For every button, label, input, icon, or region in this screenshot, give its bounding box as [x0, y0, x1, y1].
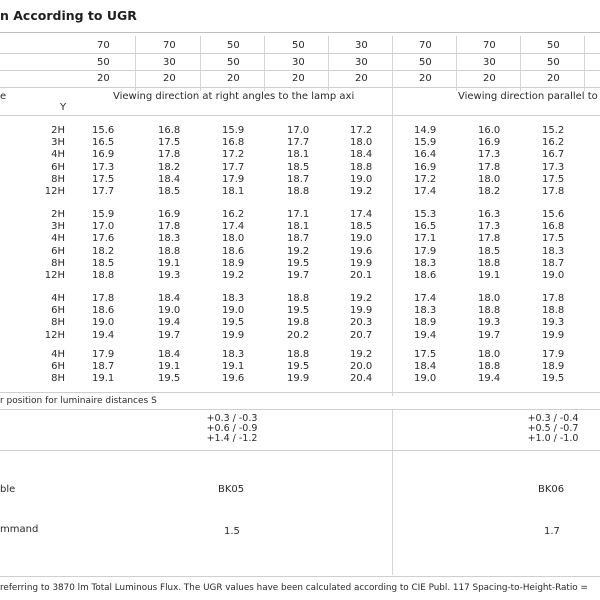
ugr-value-cell: 18.8 — [478, 305, 501, 317]
ugr-value-cell: 19.0 — [92, 317, 115, 329]
correction-divider — [0, 450, 600, 451]
standard-table-label: ble — [0, 484, 16, 495]
ugr-value-cell: 17.8 — [158, 149, 181, 161]
ugr-value-cell: 16.8 — [158, 125, 181, 136]
row-label: 12H — [44, 270, 65, 281]
header-cell: 30 — [355, 40, 368, 51]
header-cell: 70 — [97, 40, 110, 51]
ugr-value-cell: 18.3 — [542, 245, 565, 257]
ugr-value-cell: 19.9 — [350, 257, 373, 269]
ugr-value-cell: 19.1 — [158, 257, 181, 269]
ugr-value-cell: 18.2 — [478, 186, 501, 197]
correction-left-2: +0.6 / -0.9 — [206, 423, 258, 434]
viewing-direction-parallel: Viewing direction parallel to — [458, 91, 598, 102]
row-label: 4H — [51, 349, 65, 360]
ugr-value-cell: 19.5 — [287, 361, 310, 373]
ugr-value-cell: 18.8 — [478, 257, 501, 269]
ugr-value-cell: 20.7 — [350, 329, 373, 341]
ugr-value-cell: 19.0 — [350, 233, 373, 245]
row-label: 4H — [51, 149, 65, 161]
col-divider — [328, 36, 329, 91]
ugr-value-cell: 19.5 — [542, 373, 565, 385]
ugr-value-cell: 18.9 — [542, 361, 565, 373]
ugr-value-cell: 18.3 — [222, 293, 245, 304]
ugr-value-cell: 18.6 — [92, 305, 115, 317]
col-divider — [456, 36, 457, 91]
ugr-value-cell: 18.5 — [158, 186, 181, 197]
ugr-value-cell: 18.3 — [222, 349, 245, 360]
ugr-value-cell: 17.6 — [92, 233, 115, 245]
room-dim-label: e — [0, 91, 7, 102]
header-cell: 70 — [163, 40, 176, 51]
header-cell: 30 — [292, 57, 305, 68]
row-label: 12H — [44, 329, 65, 341]
ugr-value-cell: 16.8 — [222, 137, 245, 149]
ugr-value-cell: 18.0 — [222, 233, 245, 245]
ugr-value-cell: 18.1 — [287, 221, 310, 233]
room-y-label: Y — [60, 102, 67, 113]
header-cell: 70 — [483, 40, 496, 51]
ugr-value-cell: 17.8 — [542, 293, 565, 304]
ugr-value-cell: 16.5 — [414, 221, 437, 233]
ugr-value-cell: 18.6 — [222, 245, 245, 257]
ugr-value-cell: 18.5 — [478, 245, 501, 257]
ugr-value-cell: 19.2 — [350, 293, 373, 304]
ugr-value-cell: 18.1 — [222, 186, 245, 197]
ugr-value-cell: 15.6 — [542, 209, 565, 220]
header-cell: 50 — [547, 57, 560, 68]
ugr-value-cell: 15.9 — [222, 125, 245, 136]
ugr-value-cell: 18.0 — [478, 173, 501, 185]
row-label: 6H — [51, 161, 65, 173]
ugr-value-cell: 18.9 — [414, 317, 437, 329]
ugr-value-cell: 18.8 — [542, 305, 565, 317]
header-cell: 20 — [355, 73, 368, 84]
ugr-value-cell: 16.3 — [478, 209, 501, 220]
ugr-value-cell: 17.3 — [478, 221, 501, 233]
row-label: 3H — [51, 221, 65, 233]
ugr-value-cell: 16.2 — [542, 137, 565, 149]
ugr-value-cell: 19.9 — [287, 373, 310, 385]
ugr-value-cell: 14.9 — [414, 125, 437, 136]
ugr-value-cell: 16.2 — [222, 209, 245, 220]
col-divider — [200, 36, 201, 91]
ugr-value-cell: 18.1 — [287, 149, 310, 161]
row-label: 12H — [44, 186, 65, 197]
ugr-value-cell: 15.6 — [92, 125, 115, 136]
ugr-value-cell: 18.0 — [478, 293, 501, 304]
ugr-value-cell: 18.2 — [92, 245, 115, 257]
ugr-value-cell: 16.4 — [414, 149, 437, 161]
ugr-value-cell: 15.9 — [92, 209, 115, 220]
ugr-value-cell: 19.5 — [287, 305, 310, 317]
section-divider — [392, 36, 393, 396]
header-cell: 20 — [163, 73, 176, 84]
ugr-value-cell: 19.0 — [222, 305, 245, 317]
footer-note: referring to 3870 lm Total Luminous Flux. The UGR values have been calculated according to CIE Publ. 117 Spacing-to-Height-Ratio = — [0, 583, 588, 593]
ugr-value-cell: 17.9 — [542, 349, 565, 360]
row-label: 4H — [51, 293, 65, 304]
ugr-value-cell: 18.7 — [92, 361, 115, 373]
variation-note: r position for luminaire distances S — [0, 396, 157, 406]
ugr-value-cell: 19.1 — [222, 361, 245, 373]
ugr-value-cell: 18.8 — [287, 186, 310, 197]
header-cell: 50 — [97, 57, 110, 68]
ugr-value-cell: 19.4 — [414, 329, 437, 341]
row-label: 3H — [51, 137, 65, 149]
ugr-value-cell: 19.5 — [287, 257, 310, 269]
page-title: n According to UGR — [0, 8, 137, 23]
header-cell: 20 — [227, 73, 240, 84]
ugr-value-cell: 17.7 — [92, 186, 115, 197]
ugr-value-cell: 19.7 — [287, 270, 310, 281]
ugr-value-cell: 19.1 — [92, 373, 115, 385]
ugr-value-cell: 18.4 — [350, 149, 373, 161]
ugr-value-cell: 19.5 — [158, 373, 181, 385]
ugr-value-cell: 17.8 — [542, 186, 565, 197]
ugr-value-cell: 17.9 — [92, 349, 115, 360]
ugr-value-cell: 17.5 — [158, 137, 181, 149]
row-label: 6H — [51, 305, 65, 317]
ugr-value-cell: 20.0 — [350, 361, 373, 373]
ugr-value-cell: 18.8 — [287, 293, 310, 304]
ugr-value-cell: 17.8 — [158, 221, 181, 233]
correction-right-1: +0.3 / -0.4 — [527, 413, 579, 424]
table-bottom-divider — [0, 392, 600, 393]
ugr-value-cell: 18.7 — [287, 233, 310, 245]
ugr-value-cell: 20.3 — [350, 317, 373, 329]
row-label: 6H — [51, 361, 65, 373]
ugr-value-cell: 18.8 — [287, 349, 310, 360]
ugr-value-cell: 17.7 — [222, 161, 245, 173]
row-label: 8H — [51, 373, 65, 385]
ugr-value-cell: 18.8 — [158, 245, 181, 257]
ugr-value-cell: 19.8 — [287, 317, 310, 329]
summand-right: 1.7 — [544, 526, 560, 537]
ugr-value-cell: 17.3 — [478, 149, 501, 161]
ugr-value-cell: 18.2 — [158, 161, 181, 173]
ugr-value-cell: 19.5 — [222, 317, 245, 329]
viewing-direction-right-angles: Viewing direction at right angles to the lamp axi — [113, 91, 355, 102]
header-cell: 30 — [483, 57, 496, 68]
title-divider — [0, 32, 600, 33]
viewing-divider — [0, 115, 600, 116]
ugr-value-cell: 16.9 — [478, 137, 501, 149]
ugr-value-cell: 19.4 — [158, 317, 181, 329]
ugr-value-cell: 16.9 — [414, 161, 437, 173]
ugr-value-cell: 19.0 — [414, 373, 437, 385]
header-divider — [0, 53, 600, 54]
ugr-value-cell: 19.0 — [158, 305, 181, 317]
correction-right-2: +0.5 / -0.7 — [527, 423, 579, 434]
col-divider — [584, 36, 585, 91]
ugr-value-cell: 19.1 — [158, 361, 181, 373]
ugr-value-cell: 19.0 — [542, 270, 565, 281]
header-cell: 20 — [97, 73, 110, 84]
ugr-value-cell: 16.5 — [92, 137, 115, 149]
standard-table-left: BK05 — [218, 484, 245, 495]
ugr-value-cell: 17.5 — [414, 349, 437, 360]
header-cell: 50 — [419, 57, 432, 68]
ugr-value-cell: 19.6 — [222, 373, 245, 385]
header-cell: 50 — [227, 40, 240, 51]
ugr-value-cell: 18.5 — [287, 161, 310, 173]
ugr-value-cell: 19.9 — [222, 329, 245, 341]
col-divider — [264, 36, 265, 91]
ugr-value-cell: 19.2 — [350, 186, 373, 197]
header-cell: 50 — [292, 40, 305, 51]
ugr-value-cell: 16.8 — [542, 221, 565, 233]
ugr-value-cell: 17.2 — [414, 173, 437, 185]
header-cell: 50 — [547, 40, 560, 51]
ugr-value-cell: 17.5 — [542, 233, 565, 245]
ugr-value-cell: 18.0 — [350, 137, 373, 149]
ugr-value-cell: 17.9 — [222, 173, 245, 185]
row-label: 2H — [51, 209, 65, 220]
footer-divider — [0, 576, 600, 577]
correction-left-3: +1.4 / -1.2 — [206, 433, 258, 444]
ugr-value-cell: 17.4 — [222, 221, 245, 233]
standard-table-right: BK06 — [538, 484, 565, 495]
ugr-value-cell: 18.7 — [542, 257, 565, 269]
ugr-value-cell: 18.7 — [287, 173, 310, 185]
ugr-value-cell: 18.9 — [222, 257, 245, 269]
correction-right — [513, 414, 593, 444]
ugr-value-cell: 18.5 — [350, 221, 373, 233]
ugr-value-cell: 19.7 — [158, 329, 181, 341]
ugr-value-cell: 17.1 — [414, 233, 437, 245]
ugr-value-cell: 18.8 — [350, 161, 373, 173]
header-cell: 50 — [227, 57, 240, 68]
ugr-value-cell: 15.2 — [542, 125, 565, 136]
header-divider — [0, 70, 600, 71]
ugr-value-cell: 19.3 — [542, 317, 565, 329]
ugr-value-cell: 17.0 — [287, 125, 310, 136]
ugr-value-cell: 19.2 — [350, 349, 373, 360]
ugr-value-cell: 16.0 — [478, 125, 501, 136]
ugr-value-cell: 18.3 — [414, 257, 437, 269]
summand-left: 1.5 — [224, 526, 240, 537]
ugr-value-cell: 17.4 — [414, 186, 437, 197]
ugr-value-cell: 20.2 — [287, 329, 310, 341]
ugr-value-cell: 17.4 — [414, 293, 437, 304]
ugr-value-cell: 17.3 — [542, 161, 565, 173]
col-divider — [520, 36, 521, 91]
row-label: 4H — [51, 233, 65, 245]
ugr-value-cell: 19.9 — [350, 305, 373, 317]
ugr-value-cell: 19.6 — [350, 245, 373, 257]
ugr-value-cell: 18.3 — [414, 305, 437, 317]
ugr-value-cell: 16.9 — [158, 209, 181, 220]
ugr-value-cell: 17.0 — [92, 221, 115, 233]
ugr-value-cell: 19.0 — [350, 173, 373, 185]
col-divider — [135, 36, 136, 91]
ugr-value-cell: 17.1 — [287, 209, 310, 220]
ugr-value-cell: 17.3 — [92, 161, 115, 173]
row-label: 8H — [51, 173, 65, 185]
ugr-value-cell: 19.4 — [92, 329, 115, 341]
row-label: 8H — [51, 317, 65, 329]
ugr-value-cell: 15.9 — [414, 137, 437, 149]
ugr-value-cell: 17.9 — [414, 245, 437, 257]
ugr-value-cell: 19.2 — [222, 270, 245, 281]
header-divider — [0, 87, 600, 88]
row-label: 6H — [51, 245, 65, 257]
ugr-value-cell: 18.8 — [478, 361, 501, 373]
header-cell: 70 — [419, 40, 432, 51]
header-cell: 20 — [419, 73, 432, 84]
header-cell: 20 — [292, 73, 305, 84]
ugr-value-cell: 19.4 — [478, 373, 501, 385]
ugr-value-cell: 16.7 — [542, 149, 565, 161]
ugr-value-cell: 18.6 — [414, 270, 437, 281]
ugr-value-cell: 19.2 — [287, 245, 310, 257]
ugr-value-cell: 17.5 — [542, 173, 565, 185]
ugr-value-cell: 19.7 — [478, 329, 501, 341]
ugr-value-cell: 20.1 — [350, 270, 373, 281]
ugr-value-cell: 17.7 — [287, 137, 310, 149]
header-cell: 20 — [483, 73, 496, 84]
ugr-value-cell: 19.3 — [158, 270, 181, 281]
correction-left-1: +0.3 / -0.3 — [206, 413, 258, 424]
ugr-value-cell: 18.3 — [158, 233, 181, 245]
ugr-value-cell: 17.2 — [222, 149, 245, 161]
note-divider — [0, 409, 600, 410]
ugr-value-cell: 18.0 — [478, 349, 501, 360]
ugr-value-cell: 19.9 — [542, 329, 565, 341]
ugr-value-cell: 15.3 — [414, 209, 437, 220]
row-label: 2H — [51, 125, 65, 136]
ugr-value-cell: 19.3 — [478, 317, 501, 329]
ugr-value-cell: 18.4 — [158, 293, 181, 304]
header-cell: 30 — [355, 57, 368, 68]
ugr-value-cell: 17.8 — [478, 161, 501, 173]
ugr-value-cell: 16.9 — [92, 149, 115, 161]
ugr-value-cell: 18.4 — [414, 361, 437, 373]
correction-right-3: +1.0 / -1.0 — [527, 433, 579, 444]
ugr-value-cell: 18.4 — [158, 173, 181, 185]
row-label: 8H — [51, 257, 65, 269]
header-cell: 30 — [163, 57, 176, 68]
ugr-value-cell: 18.4 — [158, 349, 181, 360]
ugr-value-cell: 17.8 — [92, 293, 115, 304]
ugr-value-cell: 17.4 — [350, 209, 373, 220]
ugr-value-cell: 18.5 — [92, 257, 115, 269]
section-divider — [392, 410, 393, 575]
ugr-value-cell: 19.1 — [478, 270, 501, 281]
ugr-value-cell: 17.2 — [350, 125, 373, 136]
ugr-value-cell: 17.8 — [478, 233, 501, 245]
header-cell: 20 — [547, 73, 560, 84]
ugr-value-cell: 17.5 — [92, 173, 115, 185]
correction-left — [192, 414, 272, 444]
ugr-value-cell: 18.8 — [92, 270, 115, 281]
summand-label: mmand — [0, 524, 39, 535]
ugr-value-cell: 20.4 — [350, 373, 373, 385]
